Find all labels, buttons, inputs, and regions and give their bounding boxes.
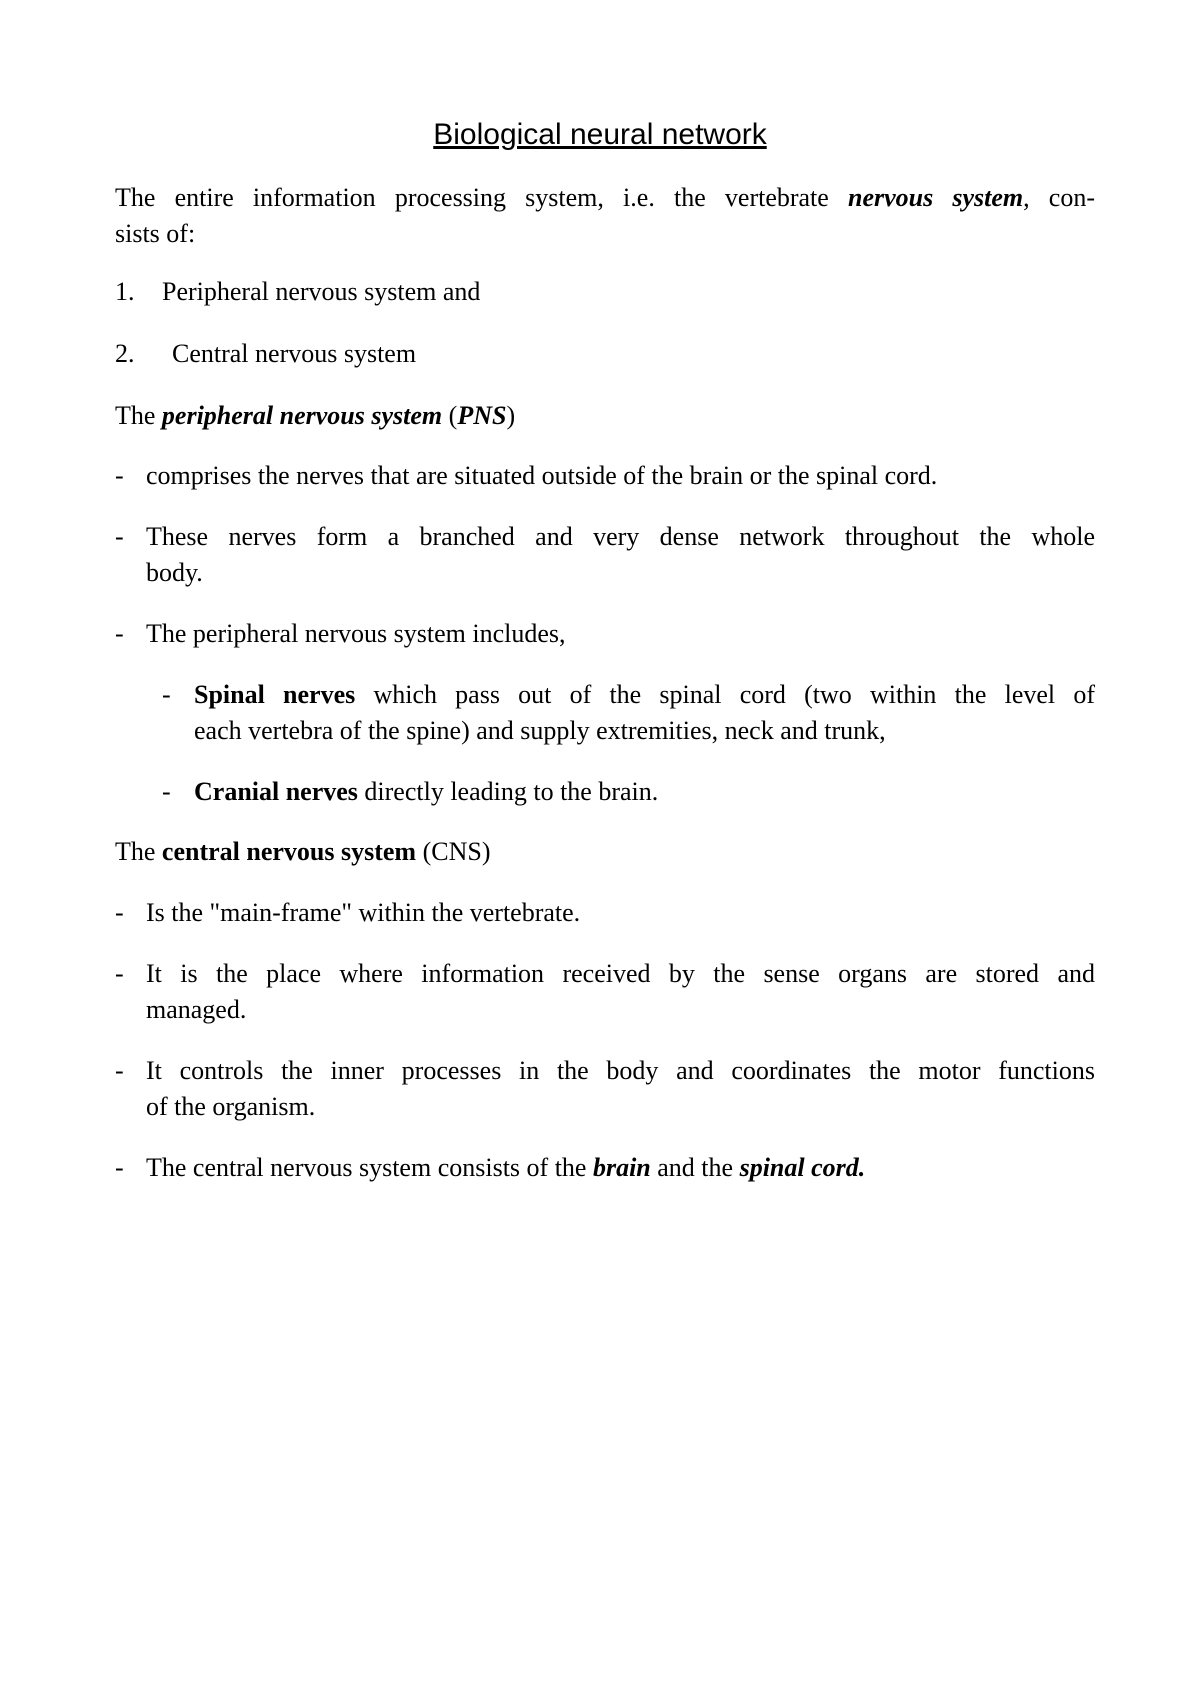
pns-bullet-1-dash: - (115, 461, 124, 490)
cns-bullet-4-mid: and the (650, 1153, 740, 1182)
list-number-2: 2. (115, 339, 135, 368)
cns-bullet-4 (146, 1150, 1095, 1186)
pns-sub-bullet-1-dash: - (162, 680, 171, 709)
pns-sub-bullet-1-line-2: each vertebra of the spine) and supply extremities, neck and trunk, (194, 716, 886, 745)
page-title: Biological neural network (433, 118, 767, 151)
pns-sub-bullet-1-line-1 (194, 677, 1095, 713)
cns-bullet-4-dash: - (115, 1153, 124, 1182)
pns-sub-bullet-2-dash: - (162, 777, 171, 806)
pns-heading-paren-open: ( (442, 401, 458, 430)
intro-line-2: sists of: (115, 219, 196, 248)
pns-sub-bullet-2 (194, 774, 1095, 810)
list-item-1: Peripheral nervous system and (162, 277, 481, 306)
cns-heading-abbr: (CNS) (416, 837, 491, 866)
cranial-nerves-text: directly leading to the brain. (357, 777, 659, 806)
pns-bullet-3-dash: - (115, 619, 124, 648)
intro-text-end: , con- (1023, 183, 1095, 212)
pns-bullet-2-line-2: body. (146, 558, 203, 587)
pns-bullet-1: comprises the nerves that are situated outside of the brain or the spinal cord. (146, 461, 938, 490)
brain-term: brain (592, 1153, 651, 1182)
cns-bullet-1-dash: - (115, 898, 124, 927)
pns-bullet-2-dash: - (115, 522, 124, 551)
cns-bullet-3-line-2: of the organism. (146, 1092, 316, 1121)
spinal-nerves-text: which pass out of the spinal cord (two within the level of (355, 680, 1095, 709)
pns-heading-term: peripheral nervous system (161, 401, 443, 430)
cns-heading (115, 834, 1095, 870)
cns-bullet-3-line-1: It controls the inner processes in the body and coordinates the motor functions (146, 1056, 1095, 1085)
pns-heading-abbr: PNS (457, 401, 507, 430)
list-item-2: Central nervous system (172, 339, 417, 368)
cns-bullet-3-dash: - (115, 1056, 124, 1085)
pns-bullet-2-line-1: These nerves form a branched and very dense network throughout the whole (146, 522, 1095, 551)
intro-line-1 (115, 180, 1095, 216)
cns-heading-pre: The (115, 837, 162, 866)
pns-bullet-3: The peripheral nervous system includes, (146, 619, 566, 648)
cns-bullet-2-line-2: managed. (146, 995, 247, 1024)
intro-text: The entire information processing system, i.e. the vertebrate (115, 183, 848, 212)
spinal-nerves-term: Spinal nerves (194, 680, 356, 709)
cns-bullet-1: Is the "main-frame" within the vertebrate. (146, 898, 581, 927)
cns-heading-term: central nervous system (161, 837, 417, 866)
list-number-1: 1. (115, 277, 135, 306)
pns-heading-paren-close: ) (506, 401, 516, 430)
cranial-nerves-term: Cranial nerves (194, 777, 358, 806)
cns-bullet-2-line-1: It is the place where information received by the sense organs are stored and (146, 959, 1095, 988)
cns-bullet-2-dash: - (115, 959, 124, 988)
intro-emphasis: nervous system (847, 183, 1024, 212)
pns-heading-pre: The (115, 401, 162, 430)
spinal-cord-term: spinal cord. (739, 1153, 866, 1182)
pns-heading (115, 398, 1095, 434)
cns-bullet-4-text: The central nervous system consists of the (146, 1153, 593, 1182)
